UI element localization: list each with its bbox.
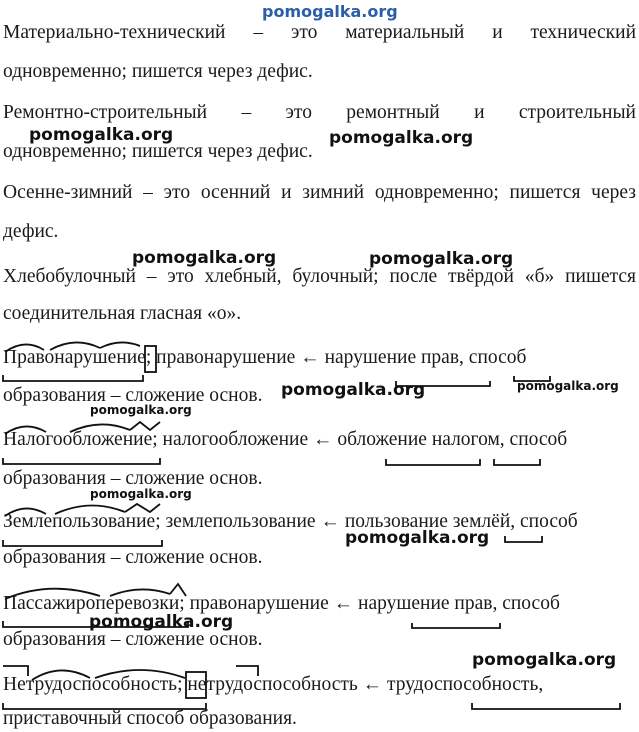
stem-bracket — [3, 375, 143, 381]
analysis-rest: ; землепользование ← пользование землёй, способ — [155, 511, 578, 532]
analysis-2-line-1 — [3, 428, 636, 452]
analysis-5-line-2: приставочный способ образования. — [3, 708, 297, 729]
watermark: pomogalka.org — [517, 379, 619, 393]
analysis-rest: ; нетрудоспособность ← трудоспособность, — [177, 674, 544, 695]
watermark: pomogalka.org — [90, 487, 192, 501]
analysed-word: Нетрудоспособность — [3, 674, 178, 695]
watermark: pomogalka.org — [281, 380, 426, 400]
watermark: pomogalka.org — [345, 528, 490, 548]
watermark-top: pomogalka.org — [262, 2, 398, 21]
stem-bracket — [494, 459, 540, 465]
analysis-1-line-1 — [3, 346, 636, 370]
analysed-word: Землепользование — [3, 511, 156, 532]
watermark: pomogalka.org — [472, 650, 617, 670]
analysis-rest: ; правонарушение ← нарушение прав, способ — [179, 593, 560, 614]
analysed-word: Правонарушение — [3, 347, 146, 368]
analysis-2-line-2: образования – сложение основ. — [3, 468, 263, 489]
watermark: pomogalka.org — [89, 612, 234, 632]
analysis-4-line-2: образования – сложение основ. — [3, 629, 263, 650]
stem-bracket — [386, 459, 480, 465]
analysis-5-line-1 — [3, 673, 636, 697]
paragraph-3-line-2: дефис. — [3, 221, 59, 242]
analysis-3-line-2: образования – сложение основ. — [3, 547, 263, 568]
analysis-1-line-2: образования – сложение основ. — [3, 385, 263, 406]
analysed-word: Пассажироперевозки — [3, 593, 180, 614]
analysis-rest: ; налогообложение ← обложение налогом, способ — [152, 429, 568, 450]
paragraph-1-line-1: Материально-технический – это материальный и технический — [3, 22, 636, 43]
analysed-word: Налогообложение — [3, 429, 153, 450]
stem-bracket — [3, 458, 160, 464]
paragraph-4-line-1: Хлебобулочный – это хлебный, булочный; после твёрдой «б» пишется — [3, 266, 636, 287]
watermark: pomogalka.org — [329, 128, 474, 148]
paragraph-3-line-1: Осенне-зимний – это осенний и зимний одновременно; пишется через — [3, 182, 636, 203]
paragraph-2-line-2: одновременно; пишется через дефис. — [3, 141, 313, 162]
paragraph-2-line-1: Ремонтно-строительный – это ремонтный и строительный — [3, 102, 636, 123]
paragraph-4-line-2: соединительная гласная «о». — [3, 303, 242, 324]
watermark: pomogalka.org — [90, 403, 192, 417]
watermark: pomogalka.org — [29, 125, 174, 145]
paragraph-1-line-2: одновременно; пишется через дефис. — [3, 61, 313, 82]
watermark: pomogalka.org — [369, 249, 514, 269]
watermark: pomogalka.org — [132, 248, 277, 268]
stem-bracket — [505, 536, 542, 542]
analysis-3-line-1 — [3, 510, 636, 534]
analysis-rest: ; правонарушение ← нарушение прав, способ — [145, 347, 527, 368]
